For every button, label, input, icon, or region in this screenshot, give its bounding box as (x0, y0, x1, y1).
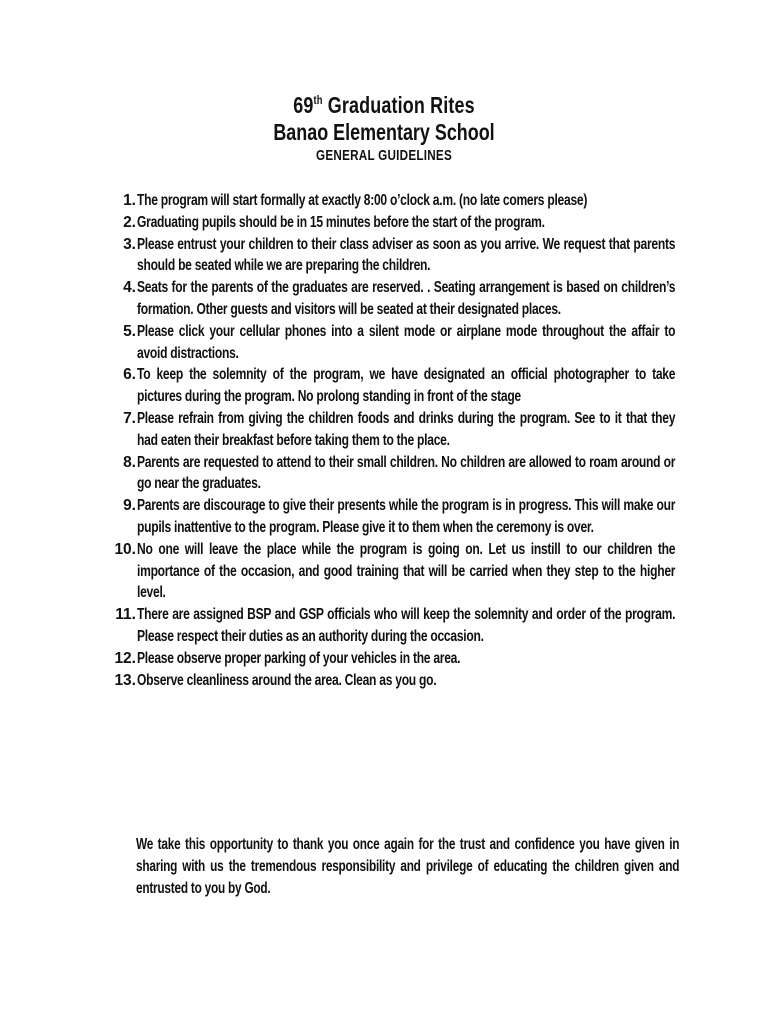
guidelines-list (108, 190, 718, 691)
guideline-text-wrap (136, 364, 768, 408)
guideline-text: Please entrust your children to their class adviser as soon as you arrive. We request that parents should be seated while we are preparing the children. (137, 235, 676, 275)
guideline-text: Please refrain from giving the children foods and drinks during the program. See to it that they had eaten their breakfast before taking them to the place. (137, 409, 676, 449)
guideline-text-wrap (136, 648, 768, 670)
guideline-text-wrap (136, 212, 768, 234)
guideline-text: The program will start formally at exactly 8:00 o’clock a.m. (no late comers please) (137, 192, 588, 209)
guideline-text-wrap (136, 408, 768, 452)
guideline-item (108, 212, 718, 234)
title-number: 69 (293, 92, 314, 118)
guideline-item (108, 408, 718, 452)
guideline-text-wrap (136, 452, 768, 496)
guideline-text-wrap (136, 539, 768, 604)
guideline-item (108, 364, 718, 408)
guideline-text: Parents are discourage to give their presents while the program is in progress. This will make our pupils inattentive to the program. Please give it to them when the ceremony is over. (137, 497, 676, 536)
guideline-number: 7. (123, 409, 136, 427)
guideline-number: 13. (114, 671, 136, 689)
guideline-number: 3. (123, 235, 136, 253)
title-ordinal-suffix: th (313, 93, 323, 107)
guideline-item (108, 604, 718, 648)
guideline-number: 4. (123, 279, 136, 297)
guideline-number: 11. (115, 606, 136, 624)
document-title (84, 92, 683, 118)
guideline-text: Graduating pupils should be in 15 minutes before the start of the program. (137, 213, 545, 231)
guideline-number: 10. (114, 540, 136, 558)
guideline-number: 6. (123, 366, 136, 384)
guideline-number: 2. (123, 213, 136, 231)
guideline-text-wrap (136, 234, 768, 278)
guideline-item (108, 495, 718, 539)
guideline-text-wrap (136, 495, 768, 539)
school-name: Banao Elementary School (273, 119, 495, 145)
guideline-text: No one will leave the place while the program is going on. Let us instill to our children the importance of the occasion, and good training that will be carried when they step to the higher level. (137, 540, 676, 602)
guideline-text: Please click your cellular phones into a silent mode or airplane mode throughout the affair to avoid distractions. (137, 322, 676, 362)
guideline-number: 12. (114, 649, 136, 667)
document-subtitle: GENERAL GUIDELINES (316, 147, 452, 164)
guideline-item (108, 234, 718, 278)
guideline-text: Please observe proper parking of your vehicles in the area. (137, 649, 461, 667)
guideline-number: 9. (123, 497, 136, 515)
guideline-item (108, 539, 718, 604)
guideline-text-wrap (136, 277, 768, 321)
guideline-text-wrap (136, 604, 768, 648)
guideline-item (108, 190, 718, 212)
guideline-number: 1. (123, 192, 136, 209)
title-rest: Graduation Rites (322, 92, 475, 118)
guideline-item (108, 321, 718, 365)
closing-paragraph: We take this opportunity to thank you once again for the trust and confidence you have given in sharing with us the tremendous responsibility and privilege of educating the children given and entrusted to you by God. (136, 836, 680, 897)
guideline-text: To keep the solemnity of the program, we have designated an official photographer to take pictures during the program. No prolong standing in front of the stage (137, 366, 676, 406)
guideline-text: Observe cleanliness around the area. Clean as you go. (137, 671, 437, 689)
guideline-item (108, 648, 718, 670)
guideline-item (108, 277, 718, 321)
guideline-text-wrap (136, 190, 768, 212)
guideline-item (108, 670, 718, 692)
guideline-text: Seats for the parents of the graduates are reserved. . Seating arrangement is based on children’s formation. Other guests and visitors will be seated at their designated places. (137, 279, 676, 318)
guideline-number: 5. (123, 322, 136, 340)
guideline-number: 8. (123, 453, 136, 471)
guideline-text: Parents are requested to attend to their small children. No children are allowed to roam around or go near the graduates. (137, 453, 676, 493)
guideline-text-wrap (136, 321, 768, 365)
guideline-text: There are assigned BSP and GSP officials who will keep the solemnity and order of the program. Please respect their duties as an authority during the occasion. (137, 606, 676, 645)
guideline-text-wrap (136, 670, 768, 692)
guideline-item (108, 452, 718, 496)
